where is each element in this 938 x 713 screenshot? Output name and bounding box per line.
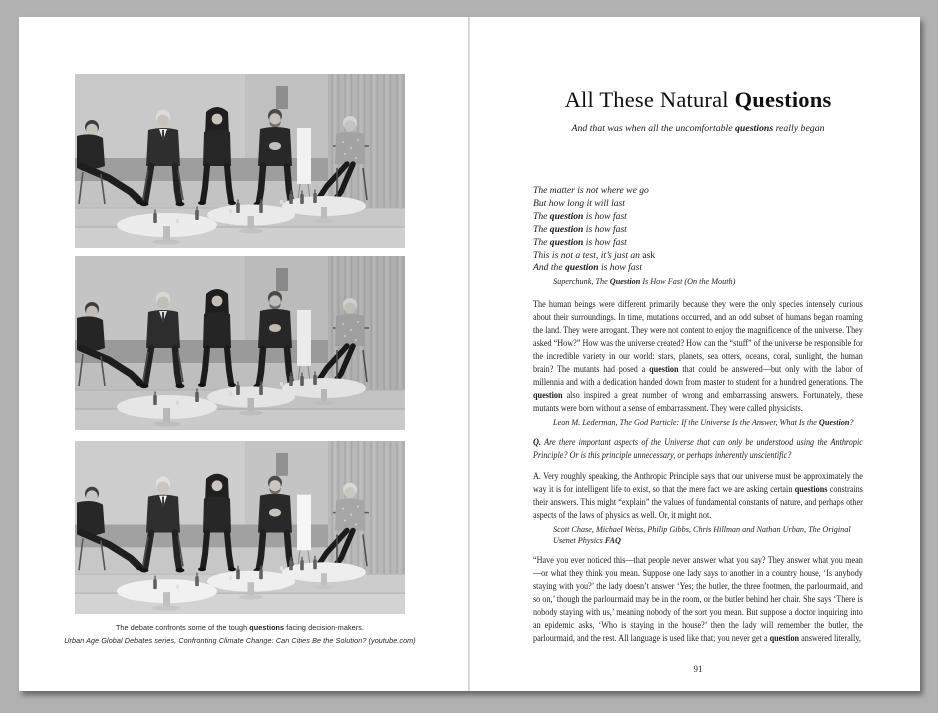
panel-photo-1-image — [75, 74, 405, 248]
poem-line: The matter is not where we go — [533, 185, 649, 196]
panel-photo-3 — [75, 441, 405, 614]
text-column — [533, 17, 863, 691]
photo-column — [64, 17, 416, 691]
poem-attribution: Superchunk, The Question Is How Fast (On the Mouth) — [553, 277, 736, 287]
right-page — [470, 17, 920, 691]
poem-line: The question is how fast — [533, 210, 627, 222]
usenet-attribution: Scott Chase, Michael Weiss, Philip Gibbs, Chris Hillman and Nathan Urban, The Original Usenet Physics FAQ — [553, 525, 851, 546]
chapter-subtitle: And that was when all the uncomfortable questions really began — [571, 123, 825, 134]
poem-line: The question is how fast — [533, 223, 627, 235]
poem-line: This is not a test, it’s just an ask — [533, 249, 656, 261]
page-number: 91 — [693, 664, 703, 674]
answer-paragraph: A. Very roughly speaking, the Anthropic Principle says that our universe must be approximately the way it is for intelligent life to exist, so that the mere fact we are asking certain questions constrains their answers. This might “explain” the values of fundamental constants of nature, and perhaps other aspects of the laws of physics as well. Or, it might not. — [533, 472, 863, 522]
panel-photo-2-image — [75, 256, 405, 430]
epigraph-poem — [533, 185, 863, 275]
panel-photo-3-image — [75, 441, 405, 614]
poem-line: The question is how fast — [533, 236, 627, 248]
question-paragraph: Q. Are there important aspects of the Universe that can only be understood using the Anthropic Principle? Or is this principle unnecessary, or perhaps inherently unscientific? — [533, 438, 863, 462]
left-page — [19, 17, 469, 691]
photo-caption-line1: The debate confronts some of the tough questions facing decision-makers. — [115, 623, 365, 632]
photo-caption-line2: Urban Age Global Debates series, Confronting Climate Change: Can Cities Be the Solution? (youtube.com) — [64, 636, 416, 645]
chapter-title: All These Natural Questions — [564, 87, 832, 112]
poem-line: And the question is how fast — [533, 262, 643, 274]
lederman-attribution: Leon M. Lederman, The God Particle: If the Universe Is the Answer, What Is the Question? — [553, 418, 854, 428]
panel-photo-1 — [75, 74, 405, 248]
book-spread — [19, 17, 920, 691]
paragraph-physicists: The human beings were different primarily because they were the only species intensely curious about their surroundings. In time, mutations occurred, and an odd subset of humans began roaming the land. They were arrogant. They were not content to enjoy the magnificence of the universe. They asked “How?” How was the universe created? How can the “stuff” of the universe be responsible for the incredible variety in our world: stars, planets, sea otters, oceans, coral, sunlight, the human brain? The mutants had posed a question that could be answered—but only with the labor of millennia and with a dedication handed down from master to student for a hundred generations. The question also inspired a great number of wrong and embarrassing answers. Fortunately, these mutants were born without a sense of embarrassment. They were called physicists. — [533, 300, 863, 415]
photo-caption — [40, 621, 440, 647]
paragraph-language-quote: “Have you ever noticed this—that people never answer what you say? They answer what you mean—or what they think you mean. Suppose one lady says to another in a country house, ‘Is anybody staying with you?’ the lady doesn’t answer ‘Yes; the butler, the three footmen, the parlourmaid, and so on,’ though the parlourmaid may be in the room, or the butler behind her chair. She says ‘There is nobody staying with us,’ meaning nobody of the sort you mean. But suppose a doctor inquiring into an epidemic asks, ‘Who is staying in the house?’ then the lady will remember the butler, the parlourmaid, and the rest. All language is used like that; you never get a question answered literally, — [533, 556, 863, 645]
poem-line: But how long it will last — [533, 197, 625, 209]
panel-photo-2 — [75, 256, 405, 430]
